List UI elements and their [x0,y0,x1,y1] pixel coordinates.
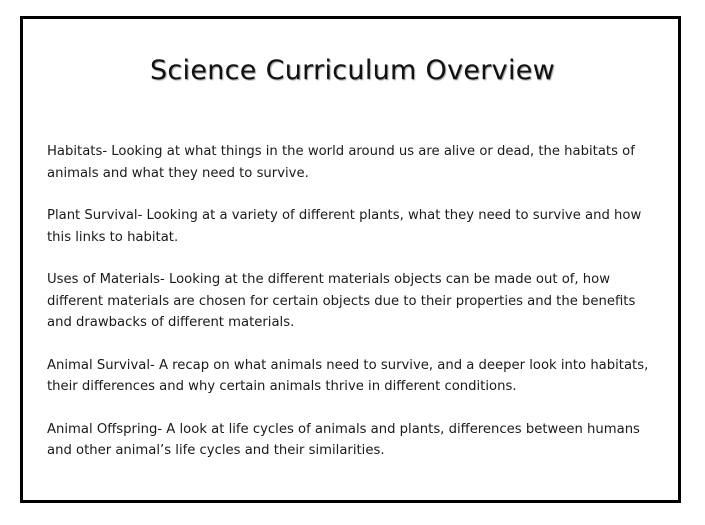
topic-habitats: Habitats- Looking at what things in the world around us are alive or dead, the habitats of animals and what they need to survive. [47,144,635,181]
topic-animal-survival: Animal Survival- A recap on what animals need to survive, and a deeper look into habitats, their differences and why certain animals thrive in different conditions. [47,357,649,394]
topic-animal-offspring: Animal Offspring- A look at life cycles of animals and plants, differences between humans and other animal’s life cycles and their similarities. [47,421,640,458]
topic-uses-of-materials: Uses of Materials- Looking at the different materials objects can be made out of, how different materials are chosen for certain objects due to their properties and the benefits and drawbacks of different materials. [47,272,636,330]
topic-list [47,141,657,483]
page-title: Science Curriculum Overview [149,55,556,86]
topic-plant-survival: Plant Survival- Looking at a variety of different plants, what they need to survive and how this links to habitat. [47,208,642,245]
